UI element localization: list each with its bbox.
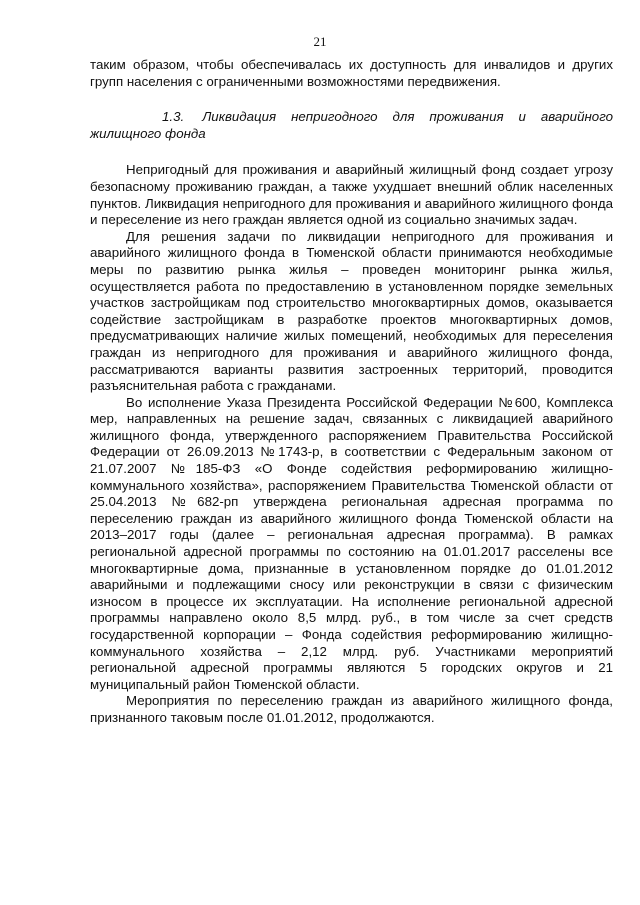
section-heading [90, 109, 613, 142]
paragraph: Во исполнение Указа Президента Российской Федерации №600, Комплекса мер, направленных на решение задач, связанных с ликвидацией аварийного жилищного фонда, утвержденного распоряжением Правительства Российской Федерации от 26.09.2013 №1743-р, в соответствии с Федеральным законом от 21.07.2007 №185-ФЗ «О Фонде содействия реформированию жилищно-коммунального хозяйства», распоряжением Правительства Тюменской области от 25.04.2013 №682-рп утверждена региональная адресная программа по переселению граждан из аварийного жилищного фонда Тюменской области на 2013–2017 годы (далее – региональная адресная программа). В рамках региональной адресной программы по состоянию на 01.01.2017 расселены все многоквартирные дома, признанные в установленном порядке до 01.01.2012 аварийными и подлежащими сносу или реконструкции в связи с физическим износом в процессе их эксплуатации. На исполнение региональной адресной программы направлено около 8,5 млрд. руб., в том числе за счет средств государственной корпорации – Фонда содействия реформированию жилищно-коммунального хозяйства – 2,12 млрд. руб. Участниками мероприятий региональной адресной программы являются 5 городских округов и 21 муниципальный район Тюменской области. [90, 394, 613, 692]
paragraph: Мероприятия по переселению граждан из аварийного жилищного фонда, признанного таковым после 01.01.2012, продолжаются. [90, 693, 613, 725]
section-number: 1.3. [162, 109, 185, 125]
page-number: 21 [313, 34, 327, 49]
paragraph: Непригодный для проживания и аварийный жилищный фонд создает угрозу безопасному проживанию граждан, а также ухудшает внешний облик населенных пунктов. Ликвидация непригодного для проживания и аварийного жилищного фонда и переселение из него граждан является одной из социально значимых задач. [90, 162, 613, 228]
section-title: Ликвидация непригодного для проживания и аварийного жилищного фонда [90, 109, 613, 141]
document-body [90, 57, 613, 727]
intro-paragraph: таким образом, чтобы обеспечивалась их доступность для инвалидов и других групп населения с ограниченными возможностями передвижения. [90, 57, 613, 89]
paragraph: Для решения задачи по ликвидации непригодного для проживания и аварийного жилищного фонда в Тюменской области принимаются необходимые меры по развитию рынка жилья – проведен мониторинг рынка жилья, осуществляется работа по предоставлению в установленном порядке земельных участков застройщикам под строительство многоквартирных домов, оказывается содействие застройщикам в разработке проектов многоквартирных домов, предусматривающих наличие жилых помещений, необходимых для переселения граждан из непригодного для проживания и аварийного жилищного фонда, рассматриваются варианты развития застроенных территорий, проводится разъяснительная работа с гражданами. [90, 228, 613, 394]
